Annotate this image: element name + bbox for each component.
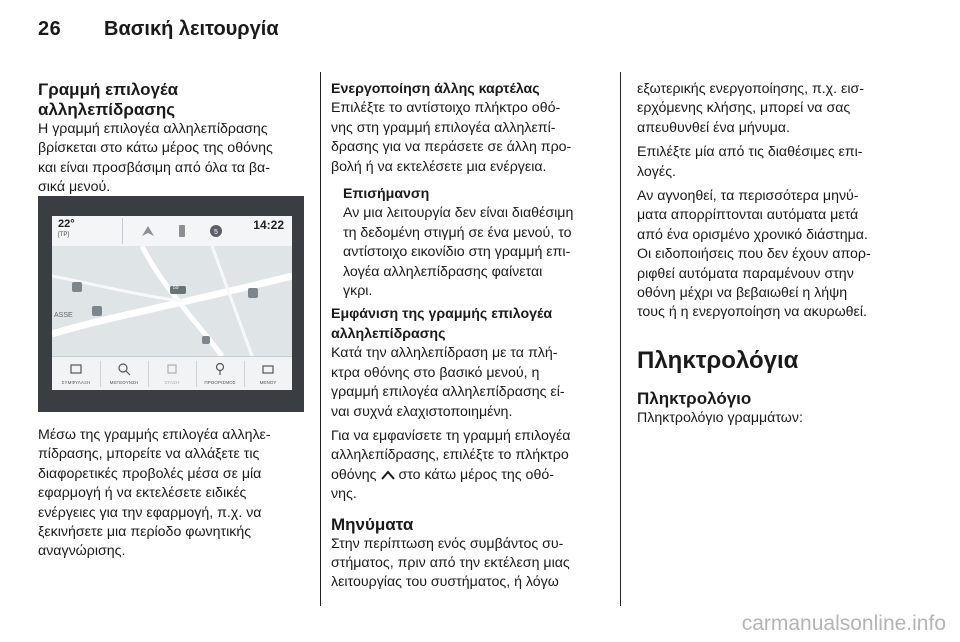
text-line: ναι συχνά ελαχιστοποιημένη. xyxy=(331,403,513,420)
page-header xyxy=(0,0,960,52)
text-line: γραμμή επιλογέα αλληλεπίδρασης εί- xyxy=(331,384,565,401)
text-line: λειτουργίας του συστήματος, ή λόγω xyxy=(331,574,559,591)
text-line: λογέα αλληλεπίδρασης φαίνεται xyxy=(343,263,543,280)
text-line: νης στη γραμμή επιλογέα αλληλεπί- xyxy=(331,119,556,136)
text-line: αντίστοιχο εικονίδιο στη γραμμή επι- xyxy=(343,244,571,261)
show-bar-paragraph-1 xyxy=(331,344,603,422)
intro-paragraph xyxy=(38,120,304,198)
bar-button-zoom[interactable] xyxy=(100,359,148,390)
text-line: Επιλέξτε μία από τις διαθέσιμες επι- xyxy=(637,144,863,161)
interaction-selector-bar[interactable] xyxy=(52,356,292,390)
text-line: ματα απορρίπτονται αυτόματα μετά xyxy=(637,207,859,224)
text-line: σικά μενού. xyxy=(38,179,111,196)
text-line: Κατά την αλληλεπίδραση με τα πλή- xyxy=(331,345,558,362)
messages-paragraph xyxy=(331,535,603,593)
text-line: πίδρασης, μπορείτε να αλλάξετε τις xyxy=(38,446,260,463)
section-title: Βασική λειτουργία xyxy=(104,18,279,40)
heading-interaction-bar xyxy=(38,80,304,120)
navigation-icon xyxy=(140,224,156,238)
bar-button-stop[interactable] xyxy=(148,359,196,390)
messages-continued-paragraph xyxy=(637,80,907,138)
column-left xyxy=(38,80,304,203)
speed-sign: 59 xyxy=(173,285,179,291)
column-divider xyxy=(620,72,621,606)
map-roads xyxy=(52,246,292,356)
bar-button-map[interactable] xyxy=(52,359,100,390)
text-line: Στην περίπτωση ενός συμβάντος συ- xyxy=(331,535,564,552)
media-icon xyxy=(208,224,224,238)
stop-icon xyxy=(165,362,179,376)
text-line: ερχόμενης κλήσης, μπορεί να σας xyxy=(637,100,851,117)
text-line: Αν αγνοηθεί, τα περισσότερα μηνύ- xyxy=(637,188,859,205)
text-line: βολή ή να εκτελέσετε μια ενέργεια. xyxy=(331,158,547,175)
status-bar xyxy=(52,216,292,246)
text-line: απευθυνθεί ένα μήνυμα. xyxy=(637,119,790,136)
svg-text:5: 5 xyxy=(214,229,218,236)
text-line: αλληλεπίδρασης, επιλέξτε το πλήκτρο xyxy=(331,447,569,464)
column-divider xyxy=(320,72,321,606)
clock: 14:22 xyxy=(253,218,284,232)
tp-indicator: [TP] xyxy=(58,232,70,238)
status-divider xyxy=(122,218,123,244)
text-line: εφαρμογή ή να εκτελέσετε ειδικές xyxy=(38,485,247,502)
heading-keyboards: Πληκτρολόγια xyxy=(637,346,799,374)
text-line: Η γραμμή επιλογέα αλληλεπίδρασης xyxy=(38,121,268,137)
heading-line: Εμφάνιση της γραμμής επιλογέα xyxy=(331,306,553,323)
text-line: νης. xyxy=(331,486,357,503)
text-line: οθόνης xyxy=(331,466,377,483)
destination-icon xyxy=(213,362,227,376)
note-box xyxy=(331,185,603,301)
text-line: διαφορετικές προβολές μέσα σε μία xyxy=(38,465,262,482)
subheading-activate-tab: Ενεργοποίηση άλλης καρτέλας xyxy=(331,81,540,97)
bar-button-label: ΣΤΑΣΗ xyxy=(164,380,180,385)
screen-display xyxy=(52,216,292,390)
select-option-paragraph xyxy=(637,143,907,182)
ignored-messages-paragraph xyxy=(637,187,907,323)
text-line: στο κάτω μέρος της οθό- xyxy=(398,466,554,483)
text-line: και είναι προσβάσιμη από όλα τα βα- xyxy=(38,159,270,176)
column-middle xyxy=(331,80,603,598)
show-bar-paragraph-2 xyxy=(331,427,603,505)
text-line: βρίσκεται στο κάτω μέρος της οθόνης xyxy=(38,140,273,157)
text-line: από ένα ορισμένο χρονικό διάστημα. xyxy=(637,226,868,243)
heading-line: Γραμμή επιλογέα xyxy=(38,80,179,99)
subheading-show-bar xyxy=(331,305,603,344)
map-view xyxy=(52,246,292,356)
chevron-up-icon xyxy=(380,469,396,481)
zoom-icon xyxy=(117,362,131,376)
text-line: λογές. xyxy=(637,163,676,180)
text-line: Επιλέξτε το αντίστοιχο πλήκτρο οθό- xyxy=(331,100,561,117)
bar-button-label: ΜΕΝΟΥ xyxy=(259,380,277,385)
text-line: στήματος, πριν από την εκτέλεση μιας xyxy=(331,554,570,571)
text-line: Αν μια λειτουργία δεν είναι διαθέσιμη xyxy=(343,205,574,222)
bar-button-menu[interactable] xyxy=(244,359,292,390)
text-line: κτρα οθόνης στο βασικό μενού, η xyxy=(331,364,540,381)
text-line: αναγνώρισης. xyxy=(38,543,126,560)
text-line: τους ή η ενεργοποίηση να ακυρωθεί. xyxy=(637,304,867,321)
text-line: ενέργειες για την εφαρμογή, π.χ. να xyxy=(38,504,262,521)
phone-icon xyxy=(174,224,190,238)
column-left-lower xyxy=(38,426,304,567)
map-street-text: ASSE xyxy=(54,312,73,319)
watermark: carmanualsonline.info xyxy=(741,612,946,635)
text-line: ξεκινήσετε μια περίοδο φωνητικής xyxy=(38,524,252,541)
bar-button-destination[interactable] xyxy=(196,359,244,390)
activate-tab-paragraph xyxy=(331,99,603,177)
text-line: οθόνη μέχρι να βεβαιωθεί η λήψη xyxy=(637,285,848,302)
subheading-keyboard: Πληκτρολόγιο xyxy=(637,388,752,408)
note-title: Επισήμανση xyxy=(343,186,430,203)
text-line: εξωτερικής ενεργοποίησης, π.χ. εισ- xyxy=(637,81,864,97)
map-icon xyxy=(69,362,83,376)
temperature-readout: 22° xyxy=(58,218,75,230)
heading-line: αλληλεπίδρασης xyxy=(38,100,176,119)
text-line: Μέσω της γραμμής επιλογέα αλληλε- xyxy=(38,427,271,443)
heading-line: αλληλεπίδρασης xyxy=(331,325,446,342)
page-number: 26 xyxy=(38,18,62,40)
text-line: Οι ειδοποιήσεις που δεν έχουν απορ- xyxy=(637,246,871,263)
menu-icon xyxy=(261,362,275,376)
heading-messages: Μηνύματα xyxy=(331,514,414,534)
keyboard-paragraph: Πληκτρολόγιο γραμμάτων: xyxy=(637,409,803,426)
text-line: γκρι. xyxy=(343,283,373,300)
infotainment-screenshot xyxy=(38,196,304,412)
text-line: τη δεδομένη στιγμή σε ένα μενού, το xyxy=(343,224,572,241)
column-right xyxy=(637,80,907,433)
bar-button-label: ΜΕΓΕΘΥΝΣΗ xyxy=(109,380,139,385)
bar-button-label: ΣΥΜΦΥΛΑΞΗ xyxy=(61,380,91,385)
text-line: δρασης για να περάσετε σε άλλη προ- xyxy=(331,139,572,156)
text-line: Για να εμφανίσετε τη γραμμή επιλογέα xyxy=(331,427,571,444)
bar-button-label: ΠΡΟΟΡΙΣΜΟΣ xyxy=(204,380,236,385)
body-paragraph xyxy=(38,426,304,562)
text-line: ριφθεί αυτόματα παραμένουν στην xyxy=(637,265,854,282)
